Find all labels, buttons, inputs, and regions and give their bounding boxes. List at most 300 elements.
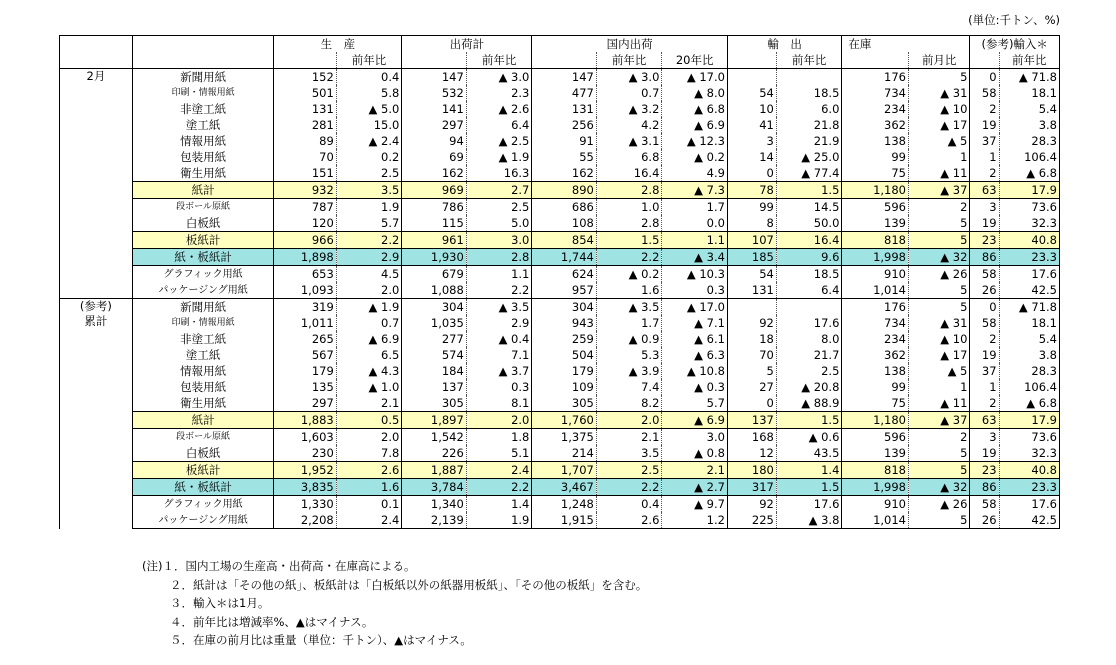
- row-label: 情報用紙: [132, 363, 274, 379]
- cell-domestic-yoy20: ▲ 6.9: [662, 412, 728, 429]
- header-blank: [532, 52, 597, 69]
- cell-inventory-mom: 2: [909, 199, 970, 216]
- cell-domestic-yoy20: ▲ 0.3: [662, 379, 728, 395]
- cell-export-yoy: 18.5: [776, 85, 842, 101]
- cell-shipments-yoy: ▲ 3.0: [466, 69, 532, 86]
- cell-production: 179: [274, 363, 336, 379]
- cell-production: 3,835: [274, 479, 336, 496]
- cell-export-yoy: 17.6: [776, 496, 842, 513]
- header-import-yoy: 前年比: [999, 52, 1059, 69]
- cell-inventory: 362: [842, 117, 909, 133]
- cell-domestic: 3,467: [532, 479, 597, 496]
- cell-domestic-yoy20: 1.7: [662, 199, 728, 216]
- cell-domestic: 1,915: [532, 512, 597, 529]
- header-blank: [132, 52, 274, 69]
- table-row: [60, 462, 1060, 479]
- cell-domestic-yoy20: 3.0: [662, 429, 728, 446]
- section-label-line: 2月: [86, 69, 106, 83]
- cell-domestic: 214: [532, 445, 597, 462]
- cell-domestic-yoy20: ▲ 10.8: [662, 363, 728, 379]
- header-shipments: 出荷計: [402, 36, 532, 53]
- cell-production-yoy: ▲ 1.9: [336, 299, 402, 316]
- cell-production: 70: [274, 149, 336, 165]
- cell-domestic-yoy: 2.0: [596, 412, 662, 429]
- cell-import: 1: [970, 379, 999, 395]
- cell-domestic-yoy20: ▲ 9.7: [662, 496, 728, 513]
- row-label: 段ボール原紙: [132, 429, 274, 446]
- row-label: 段ボール原紙: [132, 199, 274, 216]
- section-label: [60, 69, 133, 299]
- cell-import: 37: [970, 133, 999, 149]
- table-row: [60, 429, 1060, 446]
- cell-shipments-yoy: ▲ 2.6: [466, 101, 532, 117]
- note-line: (注)１．国内工場の生産高・出荷高・在庫高による。: [142, 559, 416, 573]
- cell-inventory: 734: [842, 315, 909, 331]
- cell-shipments: 162: [402, 165, 467, 182]
- row-label: 紙計: [132, 182, 274, 199]
- table-row: [60, 347, 1060, 363]
- cell-production-yoy: 2.5: [336, 165, 402, 182]
- cell-shipments: 1,887: [402, 462, 467, 479]
- cell-import: 26: [970, 282, 999, 299]
- cell-domestic-yoy: 1.5: [596, 232, 662, 249]
- cell-domestic: 109: [532, 379, 597, 395]
- cell-import-yoy: 32.3: [999, 215, 1059, 232]
- cell-production-yoy: 2.2: [336, 232, 402, 249]
- cell-export-yoy: 2.5: [776, 363, 842, 379]
- cell-shipments: 679: [402, 266, 467, 283]
- cell-shipments-yoy: 2.2: [466, 479, 532, 496]
- cell-shipments-yoy: 16.3: [466, 165, 532, 182]
- paper-statistics-table: [59, 35, 1060, 529]
- cell-inventory: 1,014: [842, 282, 909, 299]
- cell-shipments-yoy: 2.2: [466, 282, 532, 299]
- unit-label: (単位:千トン、%): [968, 13, 1060, 27]
- table-row: [60, 149, 1060, 165]
- cell-shipments: 305: [402, 395, 467, 412]
- cell-export: 0: [727, 165, 776, 182]
- cell-inventory: 138: [842, 363, 909, 379]
- cell-shipments-yoy: 2.8: [466, 249, 532, 266]
- row-label: 塗工紙: [132, 347, 274, 363]
- cell-import-yoy: 106.4: [999, 379, 1059, 395]
- cell-import-yoy: 32.3: [999, 445, 1059, 462]
- cell-inventory-mom: ▲ 32: [909, 249, 970, 266]
- cell-import: 63: [970, 182, 999, 199]
- cell-domestic-yoy: ▲ 3.9: [596, 363, 662, 379]
- section-label-line: 累計: [84, 314, 108, 328]
- cell-domestic-yoy: 1.6: [596, 282, 662, 299]
- table-row: [60, 512, 1060, 529]
- cell-production: 230: [274, 445, 336, 462]
- cell-shipments: 297: [402, 117, 467, 133]
- cell-import: 2: [970, 395, 999, 412]
- cell-import-yoy: 17.9: [999, 412, 1059, 429]
- table-row: [60, 182, 1060, 199]
- cell-import: 23: [970, 462, 999, 479]
- cell-domestic-yoy: 1.7: [596, 315, 662, 331]
- cell-export-yoy: ▲ 88.9: [776, 395, 842, 412]
- cell-production-yoy: 5.8: [336, 85, 402, 101]
- cell-production-yoy: ▲ 1.0: [336, 379, 402, 395]
- header-blank: [970, 52, 999, 69]
- cell-domestic-yoy20: ▲ 6.1: [662, 331, 728, 347]
- cell-domestic: 957: [532, 282, 597, 299]
- cell-shipments-yoy: 6.4: [466, 117, 532, 133]
- cell-inventory: 1,180: [842, 182, 909, 199]
- cell-domestic: 624: [532, 266, 597, 283]
- header-row-sub: [60, 52, 1060, 69]
- cell-production-yoy: ▲ 5.0: [336, 101, 402, 117]
- row-label: 新聞用紙: [132, 299, 274, 316]
- cell-production-yoy: 15.0: [336, 117, 402, 133]
- cell-inventory-mom: ▲ 11: [909, 165, 970, 182]
- cell-shipments: 1,340: [402, 496, 467, 513]
- cell-export-yoy: ▲ 20.8: [776, 379, 842, 395]
- cell-import: 3: [970, 199, 999, 216]
- cell-export-yoy: ▲ 25.0: [776, 149, 842, 165]
- cell-import: 58: [970, 85, 999, 101]
- cell-production: 932: [274, 182, 336, 199]
- cell-inventory-mom: ▲ 10: [909, 331, 970, 347]
- cell-domestic: 256: [532, 117, 597, 133]
- cell-inventory: 139: [842, 445, 909, 462]
- cell-inventory: 234: [842, 331, 909, 347]
- cell-import: 19: [970, 347, 999, 363]
- row-label: 紙・板紙計: [132, 249, 274, 266]
- cell-inventory-mom: 2: [909, 429, 970, 446]
- header-blank: [60, 36, 133, 53]
- cell-inventory: 234: [842, 101, 909, 117]
- cell-export-yoy: 1.5: [776, 412, 842, 429]
- cell-inventory: 75: [842, 395, 909, 412]
- cell-inventory-mom: 5: [909, 445, 970, 462]
- cell-export-yoy: 18.5: [776, 266, 842, 283]
- cell-shipments-yoy: 1.4: [466, 496, 532, 513]
- cell-export-yoy: [776, 69, 842, 86]
- cell-production: 319: [274, 299, 336, 316]
- cell-inventory-mom: ▲ 5: [909, 363, 970, 379]
- cell-production: 1,952: [274, 462, 336, 479]
- cell-domestic: 686: [532, 199, 597, 216]
- cell-domestic-yoy20: ▲ 6.8: [662, 101, 728, 117]
- cell-domestic-yoy: 2.6: [596, 512, 662, 529]
- cell-import-yoy: ▲ 6.8: [999, 165, 1059, 182]
- cell-production: 2,208: [274, 512, 336, 529]
- cell-production-yoy: 2.6: [336, 462, 402, 479]
- cell-shipments: 1,035: [402, 315, 467, 331]
- cell-production-yoy: 0.7: [336, 315, 402, 331]
- header-blank: [727, 52, 776, 69]
- cell-domestic-yoy20: 2.1: [662, 462, 728, 479]
- cell-production-yoy: 0.2: [336, 149, 402, 165]
- cell-shipments: 969: [402, 182, 467, 199]
- cell-inventory-mom: ▲ 17: [909, 347, 970, 363]
- table-row: [60, 249, 1060, 266]
- cell-inventory: 596: [842, 199, 909, 216]
- cell-domestic-yoy20: ▲ 3.4: [662, 249, 728, 266]
- cell-export-yoy: 1.5: [776, 182, 842, 199]
- cell-export: 0: [727, 395, 776, 412]
- cell-export: 8: [727, 215, 776, 232]
- table-row: [60, 331, 1060, 347]
- cell-shipments-yoy: 2.3: [466, 85, 532, 101]
- cell-export-yoy: ▲ 0.6: [776, 429, 842, 446]
- cell-production: 151: [274, 165, 336, 182]
- section-label: [60, 299, 133, 529]
- cell-domestic: 91: [532, 133, 597, 149]
- cell-shipments-yoy: 0.3: [466, 379, 532, 395]
- cell-import: 19: [970, 445, 999, 462]
- cell-export-yoy: 16.4: [776, 232, 842, 249]
- cell-inventory: 596: [842, 429, 909, 446]
- cell-domestic-yoy: 4.2: [596, 117, 662, 133]
- cell-export-yoy: 8.0: [776, 331, 842, 347]
- cell-export: 92: [727, 496, 776, 513]
- table-row: [60, 315, 1060, 331]
- row-label: 紙計: [132, 412, 274, 429]
- cell-domestic: 854: [532, 232, 597, 249]
- header-production: 生 産: [274, 36, 402, 53]
- cell-domestic: 55: [532, 149, 597, 165]
- cell-import-yoy: 17.9: [999, 182, 1059, 199]
- cell-inventory-mom: ▲ 26: [909, 266, 970, 283]
- cell-import: 0: [970, 69, 999, 86]
- header-blank: [842, 52, 909, 69]
- cell-domestic: 890: [532, 182, 597, 199]
- cell-domestic: 304: [532, 299, 597, 316]
- cell-import-yoy: 42.5: [999, 282, 1059, 299]
- cell-shipments: 1,088: [402, 282, 467, 299]
- table-row: [60, 445, 1060, 462]
- cell-production-yoy: 3.5: [336, 182, 402, 199]
- cell-shipments: 574: [402, 347, 467, 363]
- cell-inventory-mom: 1: [909, 149, 970, 165]
- cell-import-yoy: 23.3: [999, 249, 1059, 266]
- table-row: [60, 282, 1060, 299]
- cell-import-yoy: 106.4: [999, 149, 1059, 165]
- header-blank: [60, 52, 133, 69]
- cell-shipments-yoy: ▲ 2.5: [466, 133, 532, 149]
- cell-domestic-yoy20: 4.9: [662, 165, 728, 182]
- table-row: [60, 266, 1060, 283]
- cell-shipments-yoy: 2.7: [466, 182, 532, 199]
- header-blank: [132, 36, 274, 53]
- table-row: [60, 412, 1060, 429]
- cell-production: 1,093: [274, 282, 336, 299]
- cell-domestic-yoy20: ▲ 17.0: [662, 299, 728, 316]
- cell-shipments: 137: [402, 379, 467, 395]
- cell-import-yoy: 28.3: [999, 363, 1059, 379]
- cell-domestic-yoy20: 0.0: [662, 215, 728, 232]
- cell-export: 168: [727, 429, 776, 446]
- section-label-line: (参考): [79, 299, 112, 313]
- cell-export-yoy: 9.6: [776, 249, 842, 266]
- cell-production: 501: [274, 85, 336, 101]
- cell-inventory: 75: [842, 165, 909, 182]
- cell-domestic-yoy: ▲ 3.2: [596, 101, 662, 117]
- cell-inventory-mom: ▲ 10: [909, 101, 970, 117]
- cell-inventory-mom: ▲ 5: [909, 133, 970, 149]
- cell-import-yoy: 3.8: [999, 347, 1059, 363]
- cell-export: 54: [727, 85, 776, 101]
- cell-production: 265: [274, 331, 336, 347]
- cell-production-yoy: 1.9: [336, 199, 402, 216]
- cell-export-yoy: 1.5: [776, 479, 842, 496]
- cell-inventory: 910: [842, 266, 909, 283]
- cell-production: 567: [274, 347, 336, 363]
- cell-import-yoy: 3.8: [999, 117, 1059, 133]
- cell-domestic-yoy: 2.8: [596, 215, 662, 232]
- cell-domestic-yoy: 2.2: [596, 479, 662, 496]
- cell-shipments: 94: [402, 133, 467, 149]
- cell-domestic-yoy: ▲ 3.1: [596, 133, 662, 149]
- cell-shipments-yoy: 2.5: [466, 199, 532, 216]
- row-label: 情報用紙: [132, 133, 274, 149]
- row-label: グラフィック用紙: [132, 496, 274, 513]
- cell-inventory: 1,998: [842, 479, 909, 496]
- cell-export: 78: [727, 182, 776, 199]
- cell-inventory-mom: ▲ 31: [909, 85, 970, 101]
- notes: [142, 557, 647, 650]
- row-label: 印刷・情報用紙: [132, 85, 274, 101]
- cell-shipments: 184: [402, 363, 467, 379]
- cell-domestic: 259: [532, 331, 597, 347]
- cell-export-yoy: 21.7: [776, 347, 842, 363]
- cell-domestic-yoy: 6.8: [596, 149, 662, 165]
- note-line: ４．前年比は増減率%、▲はマイナス。: [170, 614, 374, 629]
- cell-domestic-yoy: 3.5: [596, 445, 662, 462]
- table-row: [60, 496, 1060, 513]
- cell-shipments: 1,897: [402, 412, 467, 429]
- cell-inventory: 99: [842, 149, 909, 165]
- cell-inventory: 176: [842, 69, 909, 86]
- cell-import-yoy: 28.3: [999, 133, 1059, 149]
- row-label: パッケージング用紙: [132, 282, 274, 299]
- cell-domestic-yoy: ▲ 0.2: [596, 266, 662, 283]
- cell-import: 19: [970, 117, 999, 133]
- cell-import: 3: [970, 429, 999, 446]
- cell-import: 58: [970, 496, 999, 513]
- cell-domestic-yoy: 2.1: [596, 429, 662, 446]
- cell-domestic-yoy20: ▲ 7.1: [662, 315, 728, 331]
- cell-production: 1,330: [274, 496, 336, 513]
- cell-production: 152: [274, 69, 336, 86]
- cell-domestic-yoy20: 1.1: [662, 232, 728, 249]
- cell-production: 131: [274, 101, 336, 117]
- cell-production-yoy: ▲ 4.3: [336, 363, 402, 379]
- cell-import-yoy: 5.4: [999, 101, 1059, 117]
- table-row: [60, 299, 1060, 316]
- cell-production-yoy: 5.7: [336, 215, 402, 232]
- note-line: ５．在庫の前月比は重量（単位：千トン）、▲はマイナス。: [170, 633, 472, 648]
- cell-import-yoy: 73.6: [999, 429, 1059, 446]
- cell-production: 281: [274, 117, 336, 133]
- cell-export-yoy: 50.0: [776, 215, 842, 232]
- cell-domestic: 1,760: [532, 412, 597, 429]
- cell-domestic-yoy20: ▲ 17.0: [662, 69, 728, 86]
- cell-import: 2: [970, 331, 999, 347]
- cell-import: 37: [970, 363, 999, 379]
- cell-domestic: 131: [532, 101, 597, 117]
- cell-domestic: 1,375: [532, 429, 597, 446]
- cell-domestic: 1,744: [532, 249, 597, 266]
- cell-export: 27: [727, 379, 776, 395]
- table-row: [60, 232, 1060, 249]
- table-row: [60, 101, 1060, 117]
- cell-export-yoy: 43.5: [776, 445, 842, 462]
- cell-production: 787: [274, 199, 336, 216]
- cell-export: [727, 69, 776, 86]
- row-label: 印刷・情報用紙: [132, 315, 274, 331]
- cell-inventory-mom: ▲ 11: [909, 395, 970, 412]
- cell-export: 185: [727, 249, 776, 266]
- cell-import: 86: [970, 249, 999, 266]
- cell-inventory-mom: 1: [909, 379, 970, 395]
- cell-domestic: 1,248: [532, 496, 597, 513]
- cell-inventory-mom: 5: [909, 299, 970, 316]
- cell-inventory: 734: [842, 85, 909, 101]
- cell-production-yoy: 4.5: [336, 266, 402, 283]
- cell-inventory: 1,180: [842, 412, 909, 429]
- cell-import-yoy: 18.1: [999, 315, 1059, 331]
- cell-export: 180: [727, 462, 776, 479]
- cell-shipments-yoy: 5.1: [466, 445, 532, 462]
- cell-domestic: 1,707: [532, 462, 597, 479]
- row-label: 板紙計: [132, 232, 274, 249]
- row-label: 白板紙: [132, 215, 274, 232]
- cell-shipments-yoy: 1.1: [466, 266, 532, 283]
- cell-shipments-yoy: ▲ 3.7: [466, 363, 532, 379]
- cell-domestic-yoy20: ▲ 7.3: [662, 182, 728, 199]
- cell-inventory-mom: ▲ 37: [909, 182, 970, 199]
- cell-domestic-yoy: 16.4: [596, 165, 662, 182]
- cell-shipments-yoy: 8.1: [466, 395, 532, 412]
- cell-shipments-yoy: 2.0: [466, 412, 532, 429]
- cell-import: 58: [970, 315, 999, 331]
- cell-production-yoy: 0.4: [336, 69, 402, 86]
- table-row: [60, 165, 1060, 182]
- header-domestic-yoy: 前年比: [596, 52, 662, 69]
- cell-inventory: 1,014: [842, 512, 909, 529]
- table-row: [60, 69, 1060, 86]
- table-row: [60, 215, 1060, 232]
- header-export: 輸 出: [727, 36, 841, 53]
- cell-export-yoy: ▲ 3.8: [776, 512, 842, 529]
- cell-production-yoy: 2.4: [336, 512, 402, 529]
- cell-domestic-yoy: ▲ 3.0: [596, 69, 662, 86]
- cell-domestic: 477: [532, 85, 597, 101]
- cell-shipments: 115: [402, 215, 467, 232]
- cell-domestic-yoy: 0.7: [596, 85, 662, 101]
- cell-shipments: 147: [402, 69, 467, 86]
- table-row: [60, 395, 1060, 412]
- cell-shipments: 1,542: [402, 429, 467, 446]
- cell-shipments: 277: [402, 331, 467, 347]
- cell-shipments: 3,784: [402, 479, 467, 496]
- cell-domestic-yoy: 5.3: [596, 347, 662, 363]
- cell-production-yoy: 2.9: [336, 249, 402, 266]
- cell-import-yoy: 17.6: [999, 266, 1059, 283]
- cell-inventory: 139: [842, 215, 909, 232]
- table-row: [60, 379, 1060, 395]
- row-label: 紙・板紙計: [132, 479, 274, 496]
- row-label: 非塗工紙: [132, 331, 274, 347]
- cell-export-yoy: 1.4: [776, 462, 842, 479]
- header-blank: [274, 52, 336, 69]
- row-label: 塗工紙: [132, 117, 274, 133]
- row-label: 包装用紙: [132, 149, 274, 165]
